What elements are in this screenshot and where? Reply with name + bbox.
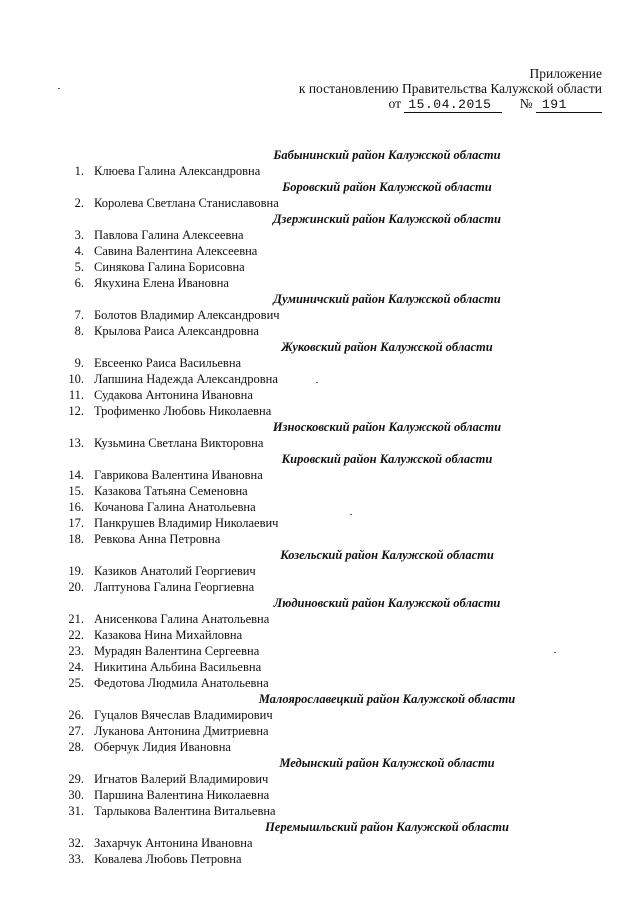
number-prefix: № (519, 96, 533, 111)
district-heading: Кировский район Калужской области (281, 452, 493, 466)
item-number: 1. (74, 164, 84, 178)
list-item (62, 659, 582, 675)
item-number: 3. (74, 228, 84, 242)
item-number: 6. (74, 276, 84, 290)
person-name: Савина Валентина Алексеевна (94, 244, 258, 258)
list-item (62, 627, 582, 643)
list-item (62, 403, 582, 419)
scan-speck (316, 382, 318, 383)
list-item (62, 787, 582, 803)
district-heading: Жуковский район Калужской области (281, 340, 493, 354)
list-item (62, 499, 582, 515)
person-name: Паршина Валентина Николаевна (94, 788, 270, 802)
person-name: Захарчук Антонина Ивановна (94, 836, 253, 850)
person-name: Казакова Татьяна Семеновна (94, 484, 248, 498)
list-item (62, 467, 582, 483)
person-name: Панкрушев Владимир Николаевич (94, 516, 279, 530)
list-item (62, 243, 582, 259)
item-number: 24. (68, 660, 84, 674)
person-name: Кочанова Галина Анатольевна (94, 500, 256, 514)
list-item (62, 803, 582, 819)
district-heading: Боровский район Калужской области (282, 180, 492, 194)
person-name: Ковалева Любовь Петровна (94, 852, 242, 866)
person-name: Лапшина Надежда Александровна (94, 372, 278, 386)
list-item (62, 163, 582, 179)
district-heading: Людиновский район Калужской области (273, 596, 501, 610)
item-number: 32. (68, 836, 84, 850)
decree-date-number (299, 96, 602, 113)
person-name: Анисенкова Галина Анатольевна (94, 612, 270, 626)
list-item (62, 851, 582, 867)
item-number: 13. (68, 436, 84, 450)
person-name: Казакова Нина Михайловна (94, 628, 243, 642)
person-name: Гуцалов Вячеслав Владимирович (94, 708, 273, 722)
item-number: 19. (68, 564, 84, 578)
district-heading: Медынский район Калужской области (279, 756, 495, 770)
people-list (62, 147, 582, 867)
list-item (62, 435, 582, 451)
person-name: Никитина Альбина Васильевна (94, 660, 262, 674)
list-item (62, 739, 582, 755)
person-name: Тарлыкова Валентина Витальевна (94, 804, 276, 818)
person-name: Гаврикова Валентина Ивановна (94, 468, 263, 482)
person-name: Игнатов Валерий Владимирович (94, 772, 269, 786)
list-item (62, 611, 582, 627)
item-number: 23. (68, 644, 84, 658)
document-header (299, 66, 602, 113)
item-number: 10. (68, 372, 84, 386)
list-item (62, 355, 582, 371)
scan-speck (554, 652, 556, 653)
district-heading: Износковский район Калужской области (272, 420, 502, 434)
item-number: 21. (68, 612, 84, 626)
list-item (62, 579, 582, 595)
list-item (62, 259, 582, 275)
list-item (62, 227, 582, 243)
person-name: Болотов Владимир Александрович (94, 308, 280, 322)
list-item (62, 531, 582, 547)
item-number: 31. (68, 804, 84, 818)
district-heading: Думиничский район Калужской области (273, 292, 501, 306)
item-number: 26. (68, 708, 84, 722)
item-number: 29. (68, 772, 84, 786)
list-item (62, 307, 582, 323)
district-heading: Бабынинский район Калужской области (273, 148, 501, 162)
date-prefix: от (388, 96, 401, 111)
person-name: Ревкова Анна Петровна (94, 532, 221, 546)
person-name: Трофименко Любовь Николаевна (94, 404, 272, 418)
list-item (62, 371, 582, 387)
person-name: Крылова Раиса Александровна (94, 324, 259, 338)
item-number: 7. (74, 308, 84, 322)
list-item (62, 387, 582, 403)
person-name: Луканова Антонина Дмитриевна (94, 724, 269, 738)
item-number: 4. (74, 244, 84, 258)
item-number: 18. (68, 532, 84, 546)
person-name: Клюева Галина Александровна (94, 164, 261, 178)
list-item (62, 515, 582, 531)
list-item (62, 835, 582, 851)
person-name: Якухина Елена Ивановна (94, 276, 229, 290)
person-name: Лаптунова Галина Георгиевна (94, 580, 255, 594)
item-number: 5. (74, 260, 84, 274)
appendix-reference: к постановлению Правительства Калужской области (298, 81, 602, 96)
item-number: 11. (68, 388, 84, 402)
district-heading: Малоярославецкий район Калужской области (258, 692, 516, 706)
decree-date: 15.04.2015 (404, 97, 502, 113)
item-number: 2. (74, 196, 84, 210)
item-number: 12. (68, 404, 84, 418)
item-number: 17. (68, 516, 84, 530)
scan-speck (58, 88, 60, 89)
district-heading: Перемышльский район Калужской области (265, 820, 509, 834)
list-item (62, 563, 582, 579)
person-name: Евсеенко Раиса Васильевна (94, 356, 242, 370)
list-item (62, 323, 582, 339)
person-name: Мурадян Валентина Сергеевна (94, 644, 260, 658)
item-number: 27. (68, 724, 84, 738)
item-number: 8. (74, 324, 84, 338)
district-heading: Козельский район Калужской области (280, 548, 494, 562)
person-name: Кузьмина Светлана Викторовна (94, 436, 264, 450)
item-number: 9. (74, 356, 84, 370)
item-number: 14. (68, 468, 84, 482)
list-item (62, 643, 582, 659)
item-number: 33. (68, 852, 84, 866)
person-name: Королева Светлана Станиславовна (94, 196, 279, 210)
list-item (62, 723, 582, 739)
list-item (62, 771, 582, 787)
list-item (62, 675, 582, 691)
list-item (62, 707, 582, 723)
list-item (62, 275, 582, 291)
list-item (62, 195, 582, 211)
person-name: Синякова Галина Борисовна (94, 260, 245, 274)
item-number: 22. (68, 628, 84, 642)
decree-number: 191 (536, 97, 602, 113)
appendix-title: Приложение (529, 66, 602, 81)
scan-speck (350, 514, 352, 515)
person-name: Федотова Людмила Анатольевна (94, 676, 269, 690)
person-name: Павлова Галина Алексеевна (94, 228, 244, 242)
person-name: Оберчук Лидия Ивановна (94, 740, 231, 754)
item-number: 16. (68, 500, 84, 514)
item-number: 28. (68, 740, 84, 754)
district-heading: Дзержинский район Калужской области (273, 212, 501, 226)
person-name: Казиков Анатолий Георгиевич (94, 564, 256, 578)
item-number: 30. (68, 788, 84, 802)
list-item (62, 483, 582, 499)
item-number: 25. (68, 676, 84, 690)
item-number: 15. (68, 484, 84, 498)
item-number: 20. (68, 580, 84, 594)
person-name: Судакова Антонина Ивановна (94, 388, 253, 402)
